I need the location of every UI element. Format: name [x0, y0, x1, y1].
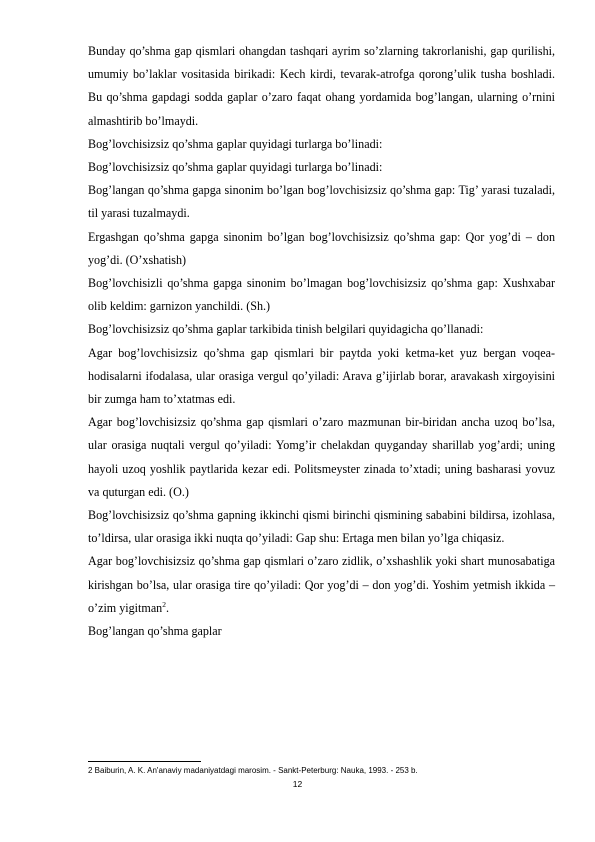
paragraph-6: Bog’lovchisizli qo’shma gapga sinonim bo’lmagan bog’lovchisizsiz qo’shma gap: Xushxabar olib keldim: garnizon yanchildi. (Sh.)	[88, 276, 555, 314]
footnote-reference[interactable]: 2	[162, 599, 166, 609]
paragraph-4: Bog’langan qo’shma gapga sinonim bo’lgan bog’lovchisizsiz qo’shma gap: Tig’ yarasi tuzaladi, til yarasi tuzalmaydi.	[88, 183, 555, 221]
footnote-divider	[88, 761, 201, 762]
page-number: 12	[292, 779, 303, 789]
document-body	[88, 40, 555, 643]
paragraph-11-text: Agar bog’lovchisizsiz qo’shma gap qismlari o’zaro zidlik, o’xshashlik yoki shart munosabatiga kirishgan bo’lsa, ular orasiga tire qo’yiladi: Qor yog’di – don yog’di. Yoshim yetmish ikkida –o’zim yigitman	[88, 554, 555, 615]
paragraph-1: Bunday qo’shma gap qismlari ohangdan tashqari ayrim so’zlarning takrorlanishi, gap qurilishi, umumiy bo’laklar vositasida birikadi: Kech kirdi, tevarak-atrofga qorong’ulik tusha boshladi. Bu qo’shma gapdagi sodda gaplar o’zaro faqat ohang yordamida bog’langan, ularning o’rnini almashtirib bo’lmaydi.	[88, 44, 555, 128]
paragraph-11-period: .	[165, 600, 170, 615]
paragraph-9: Agar bog’lovchisizsiz qo’shma gap qismlari o’zaro mazmunan bir-biridan ancha uzoq bo’lsa, ular orasiga nuqtali vergul qo’yiladi: Yomg’ir chelakdan quyganday sharillab yog’ardi; uning hayoli uzoq yoshlik paytlarida kezar edi. Politsmeyster zinada to’xtadi; uning basharasi yovuz va quturgan edi. (O.)	[88, 415, 555, 499]
paragraph-2: Bog’lovchisizsiz qo’shma gaplar quyidagi turlarga bo’linadi:	[88, 136, 383, 151]
paragraph-7: Bog’lovchisizsiz qo’shma gaplar tarkibida tinish belgilari quyidagicha qo’llanadi:	[88, 322, 484, 337]
paragraph-10: Bog’lovchisizsiz qo’shma gapning ikkinchi qismi birinchi qismining sababini bildirsa, izohlasa, to’ldirsa, ular orasiga ikki nuqta qo’yiladi: Gap shu: Ertaga men bilan yo’lga chiqasiz.	[88, 508, 555, 546]
paragraph-3: Bog’lovchisizsiz qo’shma gaplar quyidagi turlarga bo’linadi:	[88, 160, 383, 175]
footnote-text: 2 Baiburin, A. K. An'anaviy madaniyatdagi marosim. - Sankt-Peterburg: Nauka, 1993. - 253 b.	[88, 766, 418, 775]
paragraph-5: Ergashgan qo’shma gapga sinonim bo’lgan bog’lovchisizsiz qo’shma gap: Qor yog’di – don yog’di. (O’xshatish)	[88, 229, 555, 267]
paragraph-11	[88, 550, 555, 620]
paragraph-12: Bog’langan qo’shma gaplar	[88, 624, 222, 639]
paragraph-8: Agar bog’lovchisizsiz qo’shma gap qismlari bir paytda yoki ketma-ket yuz bergan voqea-hodisalarni ifodalasa, ular orasiga vergul qo’yiladi: Arava g’ijirlab borar, aravakash xirgoyisini bir zumga ham to’xtatmas edi.	[88, 345, 555, 407]
